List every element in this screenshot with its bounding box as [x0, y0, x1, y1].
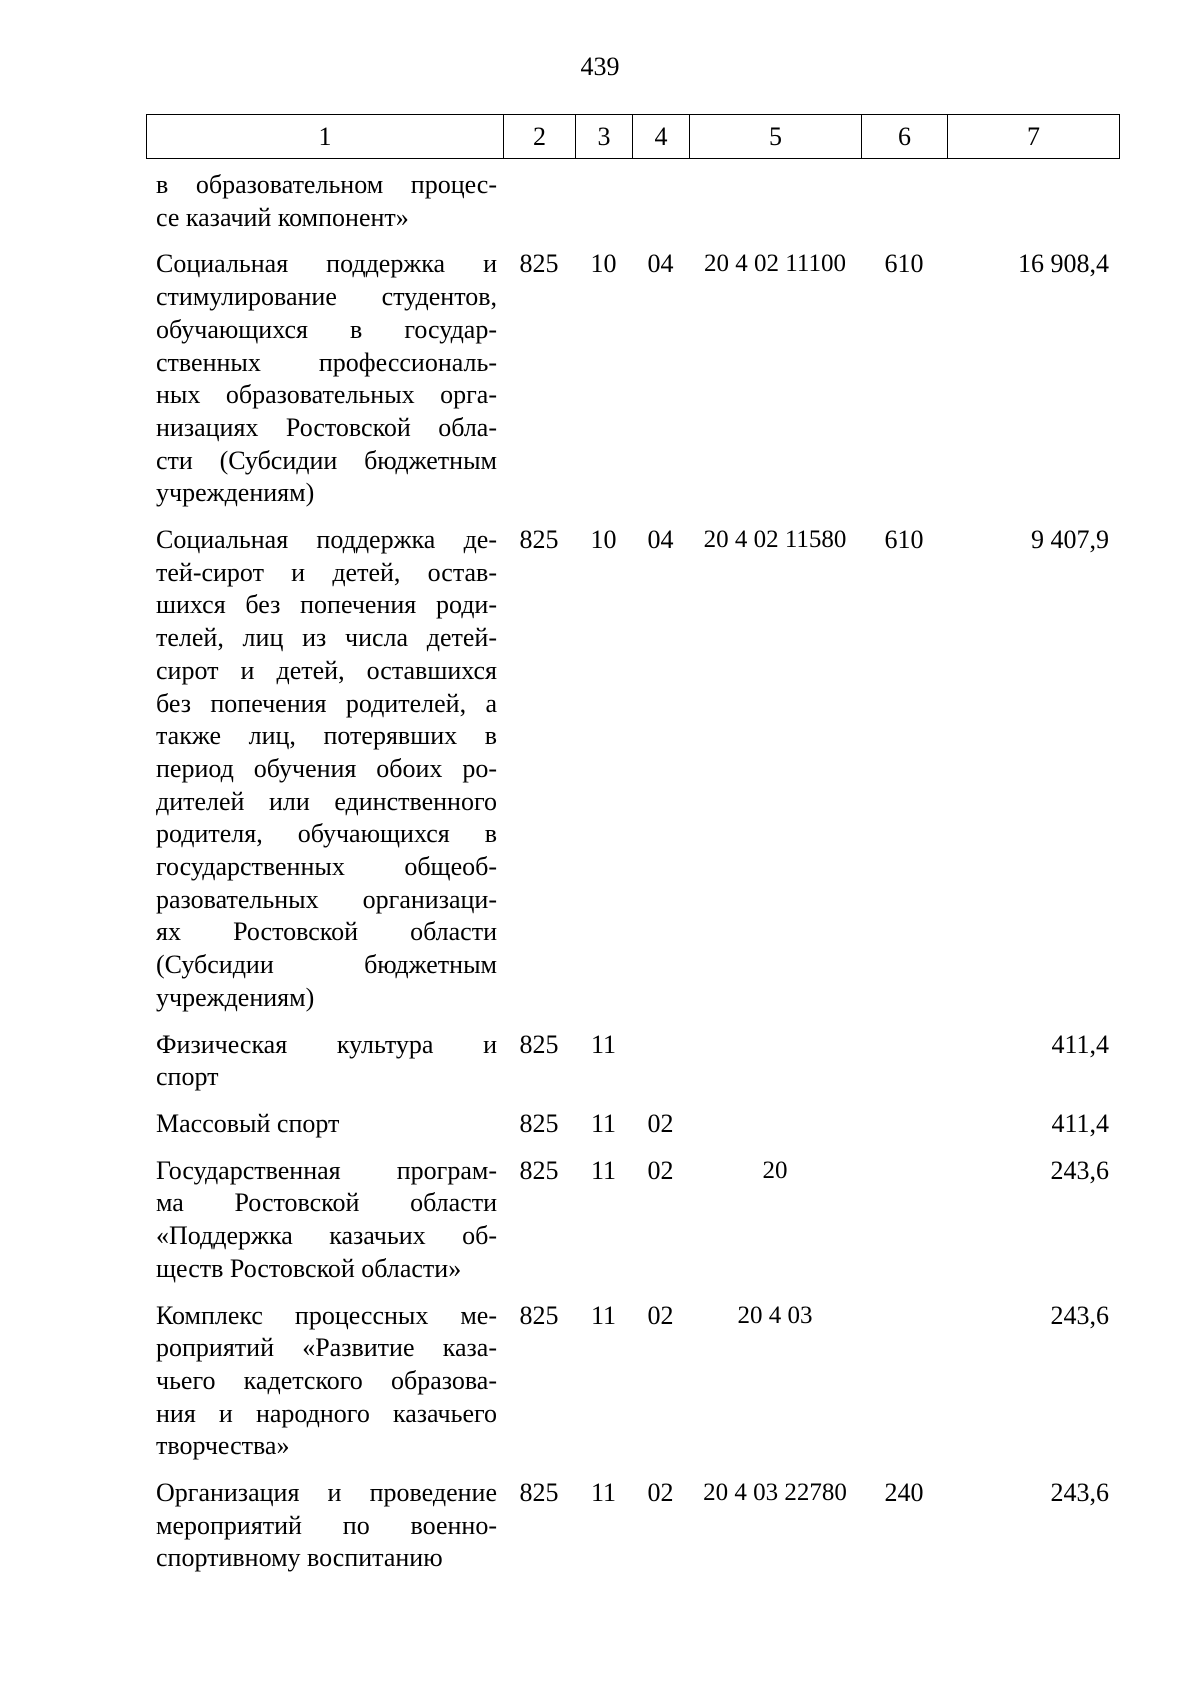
header-col-3: 3: [576, 115, 633, 159]
row-code-subsection: 04: [647, 525, 674, 555]
row-code-ministry: 825: [519, 1300, 559, 1330]
row-amount: 411,4: [1051, 1029, 1109, 1059]
row-description: [146, 524, 503, 1015]
description-line: спортивному воспитанию: [156, 1543, 443, 1573]
table-row: [146, 1477, 1119, 1575]
row-code-subsection: [632, 169, 689, 234]
description-line: ях Ростовской области: [156, 917, 497, 947]
row-code-section: 11: [590, 1108, 617, 1138]
table-row: [146, 248, 1119, 510]
page-number: 439: [580, 52, 620, 81]
row-amount: 243,6: [1050, 1478, 1109, 1508]
header-col-2: 2: [504, 115, 576, 159]
row-code-subsection: [632, 1029, 689, 1094]
description-line: период обучения обоих ро-: [156, 753, 497, 783]
row-code-target: 20 4 03 22780: [703, 1479, 847, 1507]
description-line: также лиц, потерявших в: [156, 721, 497, 751]
row-description: [146, 1029, 503, 1094]
row-code-section: 10: [590, 249, 617, 279]
row-code-ministry: 825: [519, 1108, 559, 1138]
description-line: творчества»: [156, 1431, 290, 1461]
description-line: Государственная програм-: [156, 1155, 497, 1185]
row-amount: 16 908,4: [1018, 249, 1109, 279]
row-amount: 243,6: [1050, 1155, 1109, 1185]
table-body: [146, 169, 1119, 1589]
description-line: Социальная поддержка де-: [156, 525, 497, 555]
row-description: [146, 1477, 503, 1575]
description-line: шихся без попечения роди-: [156, 590, 497, 620]
row-code-expense-type: 610: [884, 249, 924, 279]
row-amount: 411,4: [1051, 1108, 1109, 1138]
description-line: Массовый спорт: [156, 1108, 340, 1138]
table-row: [146, 1300, 1119, 1464]
description-line: учреждениям): [156, 982, 315, 1012]
table-row: [146, 169, 1119, 234]
description-line: без попечения родителей, а: [156, 688, 497, 718]
row-code-expense-type: [861, 1029, 947, 1094]
description-line: Комплекс процессных ме-: [156, 1300, 497, 1330]
row-amount: 243,6: [1050, 1300, 1109, 1330]
row-description: [146, 248, 503, 510]
description-line: ществ Ростовской области»: [156, 1253, 462, 1283]
description-line: дителей или единственного: [156, 786, 497, 816]
table-row: [146, 524, 1119, 1015]
row-code-target: 20: [762, 1156, 788, 1184]
row-code-ministry: 825: [519, 525, 559, 555]
row-code-expense-type: [861, 169, 947, 234]
description-line: стимулирование студентов,: [156, 282, 497, 312]
description-line: спорт: [156, 1062, 219, 1092]
row-code-target: [689, 1108, 861, 1141]
row-code-subsection: 02: [647, 1300, 674, 1330]
description-line: ственных профессиональ-: [156, 347, 497, 377]
row-code-expense-type: 240: [884, 1478, 924, 1508]
row-code-expense-type: 610: [884, 525, 924, 555]
row-code-section: 10: [590, 525, 617, 555]
header-col-6: 6: [862, 115, 948, 159]
row-description: [146, 1155, 503, 1286]
description-line: разовательных организаци-: [156, 884, 497, 914]
row-code-target: 20 4 02 11100: [704, 250, 846, 278]
header-col-7: 7: [948, 115, 1120, 159]
row-code-ministry: 825: [519, 1029, 559, 1059]
row-code-expense-type: [861, 1300, 947, 1464]
row-code-section: 11: [590, 1155, 617, 1185]
description-line: сирот и детей, оставшихся: [156, 655, 497, 685]
table-header: [146, 114, 1120, 159]
description-line: низациях Ростовской обла-: [156, 412, 497, 442]
description-line: Социальная поддержка и: [156, 249, 497, 279]
description-line: обучающихся в государ-: [156, 314, 497, 344]
description-line: в образовательном процес-: [156, 170, 497, 199]
row-code-ministry: 825: [519, 1155, 559, 1185]
row-code-subsection: 02: [647, 1108, 674, 1138]
table-header-row: [147, 115, 1120, 159]
description-line: се казачий компонент»: [156, 202, 409, 232]
row-code-expense-type: [861, 1155, 947, 1286]
description-line: Физическая культура и: [156, 1029, 497, 1059]
description-line: учреждениям): [156, 478, 315, 508]
description-line: (Субсидии бюджетным: [156, 950, 497, 980]
table-row: [146, 1029, 1119, 1094]
row-description: [146, 1108, 503, 1141]
row-code-section: [575, 169, 632, 234]
row-code-ministry: 825: [519, 1478, 559, 1508]
row-amount: 9 407,9: [1031, 525, 1109, 555]
header-col-4: 4: [633, 115, 690, 159]
description-line: родителя, обучающихся в: [156, 819, 497, 849]
description-line: мероприятий по военно-: [156, 1510, 497, 1540]
row-code-expense-type: [861, 1108, 947, 1141]
description-line: тей-сирот и детей, остав-: [156, 557, 497, 587]
row-code-target: 20 4 03: [737, 1301, 813, 1329]
row-code-ministry: 825: [519, 249, 559, 279]
row-code-target: 20 4 02 11580: [703, 526, 847, 554]
description-line: государственных общеоб-: [156, 852, 497, 882]
row-description: [146, 169, 503, 234]
description-line: «Поддержка казачьих об-: [156, 1221, 497, 1251]
row-code-section: 11: [590, 1478, 617, 1508]
row-description: [146, 1300, 503, 1464]
description-line: ных образовательных орга-: [156, 380, 497, 410]
table-row: [146, 1155, 1119, 1286]
header-col-1: 1: [147, 115, 504, 159]
row-code-target: [689, 169, 861, 234]
table-row: [146, 1108, 1119, 1141]
row-code-target: [689, 1029, 861, 1094]
row-code-subsection: 04: [647, 249, 674, 279]
description-line: ма Ростовской области: [156, 1188, 497, 1218]
header-col-5: 5: [690, 115, 862, 159]
description-line: Организация и проведение: [156, 1478, 497, 1508]
description-line: роприятий «Развитие каза-: [156, 1333, 497, 1363]
row-amount: [947, 169, 1119, 234]
row-code-section: 11: [590, 1300, 617, 1330]
row-code-subsection: 02: [647, 1478, 674, 1508]
description-line: ния и народного казачьего: [156, 1398, 497, 1428]
row-code-subsection: 02: [647, 1155, 674, 1185]
row-code-section: 11: [590, 1029, 617, 1059]
description-line: телей, лиц из числа детей-: [156, 623, 497, 653]
description-line: сти (Субсидии бюджетным: [156, 445, 497, 475]
row-code-ministry: [503, 169, 575, 234]
description-line: чьего кадетского образова-: [156, 1365, 497, 1395]
